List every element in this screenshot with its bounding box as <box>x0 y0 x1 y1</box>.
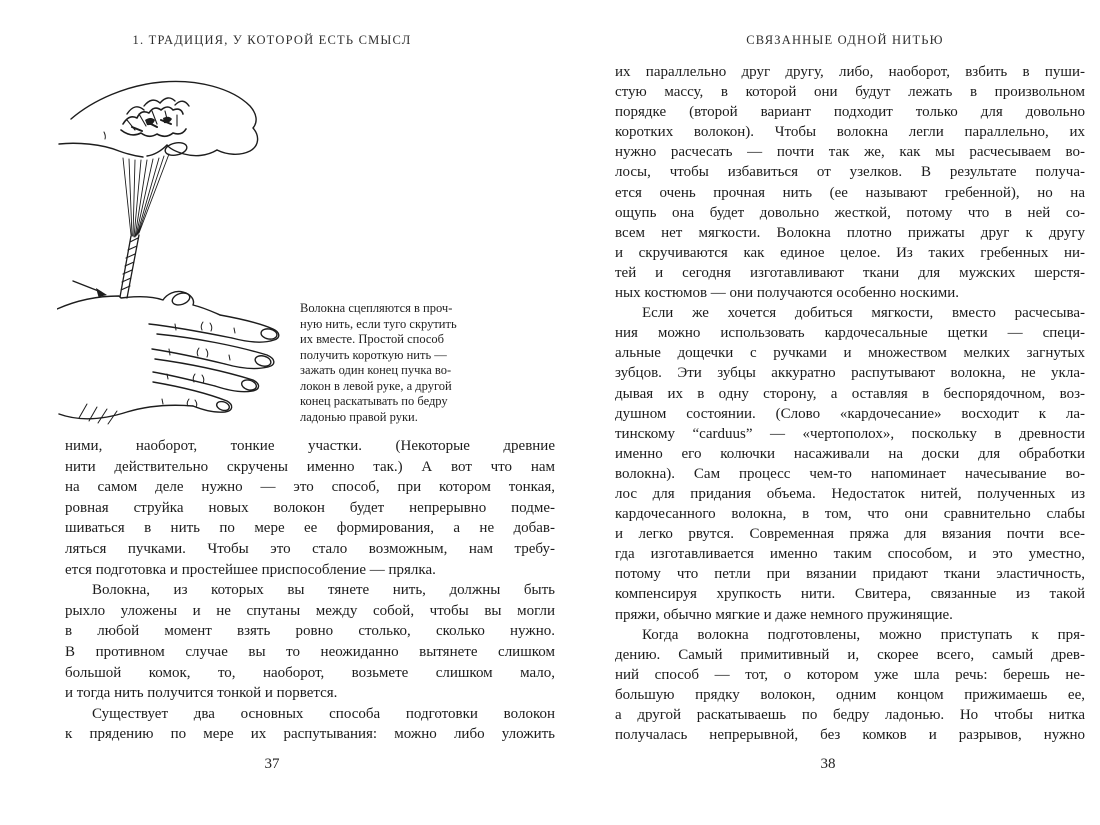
text-line: кардочесанного волокна, в том, что они сравнительно слабы <box>615 506 1085 523</box>
text-line: зажать один конец пучка во- <box>300 363 452 377</box>
text-line: ними, наоборот, тонкие участки. (Некоторые древние <box>65 438 555 454</box>
text-line: рыхло уложены и не спутаны между собой, чтобы вы могли <box>65 602 555 619</box>
text-line: шиваться в нить по мере ее формирования, а не добав- <box>65 520 555 537</box>
paragraph <box>615 303 1085 625</box>
paragraph <box>615 62 1085 303</box>
text-line: зубцов. Эти зубцы аккуратно распутывают волокна, не укла- <box>615 365 1085 382</box>
text-line: Если же хочется добиться мягкости, вместо расчесыва- <box>642 305 1085 322</box>
text-line: ется очень прочная нить (ее называют гребенной), но на <box>615 184 1085 201</box>
lower-hand <box>57 291 279 424</box>
text-line: получалась непрерывной, без комков и разрывов, нужно <box>615 727 1085 744</box>
text-line: гда изготавливается именно таким способом, и это уместно, <box>615 546 1085 563</box>
text-line: ется подготовка и простейшее приспособление — прялка. <box>65 561 436 578</box>
arrow-icon <box>73 281 107 297</box>
text-line: ния можно использовать кардочесальные щетки — специ- <box>615 325 1085 342</box>
paragraph <box>65 580 555 704</box>
text-line: ровная струйка новых волокон будет непрерывно подме- <box>65 499 555 516</box>
twisted-thread <box>120 235 139 298</box>
text-line: именно его колючки насаживали на доски для обработки <box>615 445 1085 462</box>
text-line: локон в левой руке, а другой <box>300 378 452 393</box>
text-line: в любой момент взять ровно столько, сколько нужно. <box>65 623 555 640</box>
text-line: пряжи, обычно мягкие и даже немного пружинящие. <box>615 606 953 623</box>
illustration-caption <box>300 301 485 425</box>
text-line: лосы, чтобы избавиться от узелков. В результате получа- <box>615 164 1085 181</box>
text-line: ладонью правой руки. <box>300 409 418 424</box>
text-line: большой комок, то, наоборот, возьмете слишком мало, <box>65 664 555 681</box>
page-number-right: 38 <box>820 756 836 772</box>
text-line: и легко рвутся. Современная пряжа для вязания почти все- <box>615 526 1085 543</box>
body-text-right <box>615 62 1085 745</box>
fiber-fan <box>123 154 169 237</box>
text-line: душном состоянии. (Слово «кардочесание» восходит к ла- <box>615 405 1085 422</box>
text-line: стую массу, в которой они будут лежать в произвольном <box>615 84 1085 101</box>
text-line: Волокна, из которых вы тянете нить, должны быть <box>92 582 555 599</box>
knuckle-creases <box>162 322 235 407</box>
text-line: их параллельно друг другу, либо, наоборот, взбить в пуши- <box>615 64 1085 80</box>
text-line: Когда волокна подготовлены, можно приступать к пря- <box>642 626 1085 643</box>
text-line: тинскому “carduus” — «чертополох», поскольку в древности <box>615 425 1085 442</box>
text-line: нужно расчесать — почти так же, как мы расчесываем во- <box>615 144 1085 161</box>
text-line: получить короткую нить — <box>300 347 447 362</box>
text-line: лос для придания объема. Недостаток нитей, полученных из <box>615 485 1085 502</box>
text-line: Волокна сцепляются в проч- <box>300 301 453 315</box>
text-line: дывая их в одну сторону, а оставляя в беспорядочном, воз- <box>615 385 1085 402</box>
page-number-left: 37 <box>264 756 280 772</box>
fiber-tuft <box>121 107 186 136</box>
text-line: порядке (второй вариант подходит только для довольно <box>615 104 1085 121</box>
upper-hand <box>59 81 258 157</box>
text-line: конец раскатывать по бедру <box>300 394 448 408</box>
text-line: на самом деле нужно — это способ, при котором тонкая, <box>65 479 555 496</box>
running-head-right: СВЯЗАННЫЕ ОДНОЙ НИТЬЮ <box>746 33 944 47</box>
paragraph <box>65 704 555 745</box>
text-line: Существует два основных способа подготовки волокон <box>92 705 555 722</box>
paragraph <box>65 436 555 580</box>
text-line: коротких волокон). Чтобы волокна легли параллельно, их <box>615 124 1085 141</box>
text-line: а другой раскатываешь по бедру ладонью. Но чтобы нитка <box>615 707 1085 723</box>
text-line: и тогда нить получится тонкой и порвется. <box>65 685 338 702</box>
text-line: ляться пучками. Чтобы это стало возможным, нам требу- <box>65 540 555 557</box>
text-line: тей и сегодня изготавливают ткани для мужских шерстя- <box>615 264 1085 281</box>
text-line: компенсируя хрупкость нити. Свитера, связанные из такой <box>615 586 1085 603</box>
paragraph <box>615 625 1085 746</box>
text-line: ных костюмов — они получаются особенно носкими. <box>615 285 959 302</box>
running-head-left: 1. ТРАДИЦИЯ, У КОТОРОЙ ЕСТЬ СМЫСЛ <box>132 33 412 47</box>
text-line: ний способ — тот, о котором уже шла речь: берешь не- <box>615 666 1085 683</box>
text-line: и скручиваются как единое целое. Из таких гребенных ни- <box>615 244 1085 261</box>
body-text-left <box>65 436 555 745</box>
text-line: ощупь она будет довольно жесткой, потому что в ней со- <box>615 204 1085 221</box>
text-line: ную нить, если туго скрутить <box>300 316 457 331</box>
text-line: дению. Самый примитивный и, скорее всего, самый древ- <box>615 646 1085 663</box>
text-line: всем нет мягкости. Волокна плотно прижаты друг к другу <box>615 224 1085 241</box>
text-line: В противном случае вы то неожиданно вытянете слишком <box>65 643 555 660</box>
text-line: большую прядку волокон, одним концом прижимаешь ее, <box>615 686 1085 703</box>
text-line: волокна). Сам процесс чем-то напоминает начесывание во- <box>615 465 1085 482</box>
text-line: к прядению по мере их распутывания: можно либо уложить <box>65 726 555 743</box>
text-line: потому что петли при вязании придают ткани эластичность, <box>615 566 1085 583</box>
text-line: нити действительно скручены именно так.) А вот что нам <box>65 458 555 475</box>
text-line: их вместе. Простой способ <box>300 332 445 346</box>
text-line: альные дощечки с ручками и множеством мелких загнутых <box>615 345 1085 362</box>
hand-spinning-illustration <box>57 72 312 442</box>
